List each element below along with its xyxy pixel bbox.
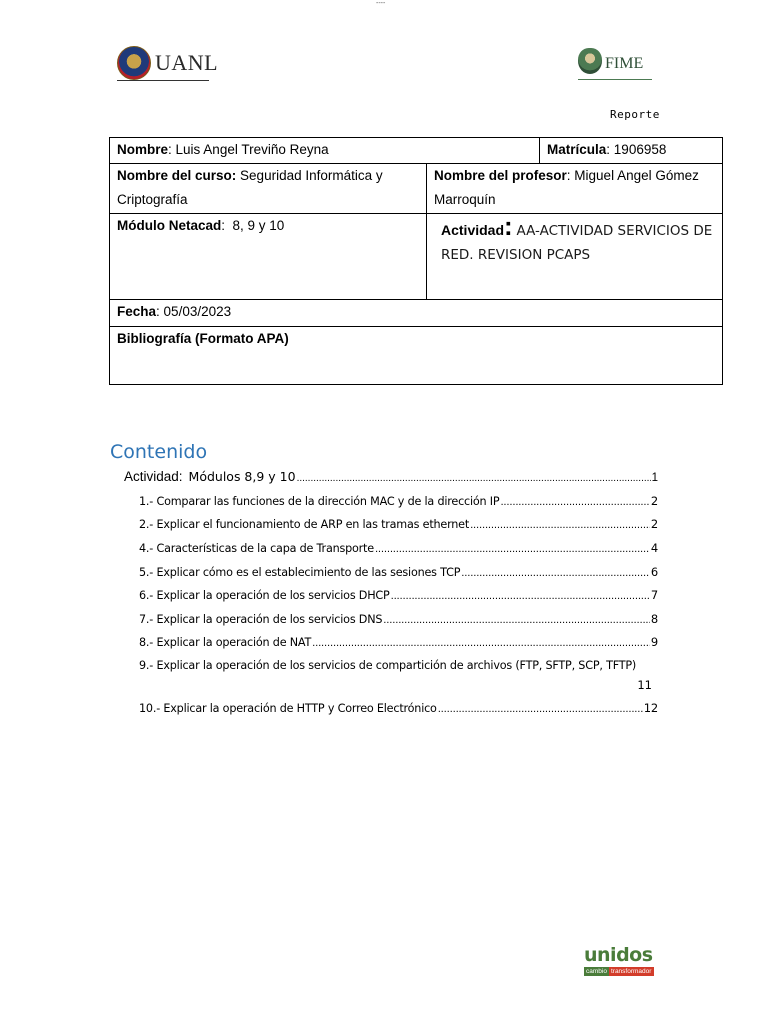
- activity-label: Actividad: [441, 222, 505, 238]
- bibliography-cell: [110, 327, 723, 385]
- uanl-logo: [117, 46, 218, 80]
- course-label: Nombre del curso:: [117, 168, 237, 183]
- toc-entry-1[interactable]: [139, 494, 658, 508]
- unidos-logo: [584, 946, 654, 976]
- toc-entry-sublabel: Módulos 8,9 y 10: [188, 469, 296, 484]
- course-cell: [110, 164, 427, 214]
- toc-entry-10[interactable]: [139, 701, 658, 715]
- toc-entry-4[interactable]: [139, 541, 658, 555]
- toc-page-number: 9: [650, 635, 658, 649]
- professor-value: Miguel Angel Gómez Marroquín: [434, 168, 699, 207]
- tagline-left: cambio: [586, 968, 607, 975]
- date-value: 05/03/2023: [163, 304, 232, 319]
- toc-entry-2[interactable]: [139, 517, 658, 531]
- toc-entry-label: 1.- Comparar las funciones de la dirección MAC y de la dirección IP: [139, 495, 500, 508]
- uanl-logo-text: UANL: [155, 50, 219, 75]
- fime-seal-icon: [578, 48, 602, 74]
- toc-entry-label: 10.- Explicar la operación de HTTP y Correo Electrónico: [139, 702, 437, 715]
- module-cell: Módulo Netacad: 8, 9 y 10: [110, 214, 427, 300]
- toc-entry-label: 4.- Características de la capa de Transporte: [139, 542, 374, 555]
- toc-entry-8[interactable]: [139, 635, 658, 649]
- name-cell: Nombre: Luis Angel Treviño Reyna: [110, 138, 540, 164]
- toc-page-number: 1: [651, 472, 658, 484]
- course-value: Seguridad Informática y Criptografía: [117, 168, 383, 207]
- toc-entry-6[interactable]: [139, 588, 658, 602]
- toc-entry-label: Actividad:: [124, 469, 183, 484]
- professor-label: Nombre del profesor: [434, 168, 567, 183]
- matricula-value: 1906958: [613, 142, 667, 157]
- toc-entry-7[interactable]: [139, 612, 658, 626]
- toc-page-number: 7: [650, 588, 658, 602]
- name-label: Nombre: [117, 142, 169, 157]
- module-label: Módulo Netacad: [117, 218, 222, 233]
- module-value: 8, 9 y 10: [232, 218, 285, 233]
- info-table: [109, 137, 723, 385]
- uanl-seal-icon: [117, 46, 151, 80]
- toc-page-number: 6: [650, 565, 658, 579]
- toc-entry-actividad[interactable]: [124, 469, 658, 484]
- matricula-cell: Matrícula: 1906958: [540, 138, 723, 164]
- toc-page-number: 2: [650, 517, 658, 531]
- date-cell: Fecha: 05/03/2023: [110, 300, 723, 327]
- activity-cell: Actividad: AA-ACTIVIDAD SERVICIOS DE RED. REVISION PCAPS: [427, 214, 723, 300]
- fime-logo-text: FIME: [605, 55, 644, 72]
- toc-page-number: 2: [650, 494, 658, 508]
- toc-entry-label: 5.- Explicar cómo es el establecimiento de las sesiones TCP: [139, 566, 461, 579]
- matricula-label: Matrícula: [547, 142, 607, 157]
- toc-page-number: 4: [650, 541, 658, 555]
- top-mark: ----: [376, 0, 386, 7]
- toc-page-number: 11: [637, 678, 652, 692]
- tagline-right: transformador: [609, 967, 654, 976]
- toc-entry-label: 2.- Explicar el funcionamiento de ARP en las tramas ethernet: [139, 518, 470, 531]
- toc-title: Contenido: [110, 441, 208, 463]
- toc-entry-5[interactable]: [139, 565, 658, 579]
- name-value: Luis Angel Treviño Reyna: [175, 142, 329, 157]
- toc-entry-9-label[interactable]: 9.- Explicar la operación de los servicios de compartición de archivos (FTP, SFTP, SCP, TFTP): [139, 659, 637, 672]
- fime-logo-underline: [578, 79, 652, 80]
- toc-entry-label: 6.- Explicar la operación de los servicios DHCP: [139, 589, 390, 602]
- unidos-tagline: [584, 967, 654, 976]
- unidos-logo-text: unidos: [584, 944, 653, 966]
- toc-entry-9-leader[interactable]: [139, 678, 652, 692]
- toc-entry-label: 7.- Explicar la operación de los servicios DNS: [139, 613, 383, 626]
- fime-logo: [578, 48, 643, 74]
- report-label: Reporte: [610, 108, 660, 121]
- uanl-logo-underline: [117, 80, 209, 83]
- activity-value: AA-ACTIVIDAD SERVICIOS DE RED. REVISION PCAPS: [441, 223, 713, 263]
- date-label: Fecha: [117, 304, 157, 319]
- bibliography-label: Bibliografía (Formato APA): [117, 331, 289, 346]
- professor-cell: Nombre del profesor: Miguel Angel Gómez Marroquín: [427, 164, 723, 214]
- toc-page-number: 12: [643, 701, 658, 715]
- toc-page-number: 8: [650, 612, 658, 626]
- toc-entry-label: 8.- Explicar la operación de NAT: [139, 636, 312, 649]
